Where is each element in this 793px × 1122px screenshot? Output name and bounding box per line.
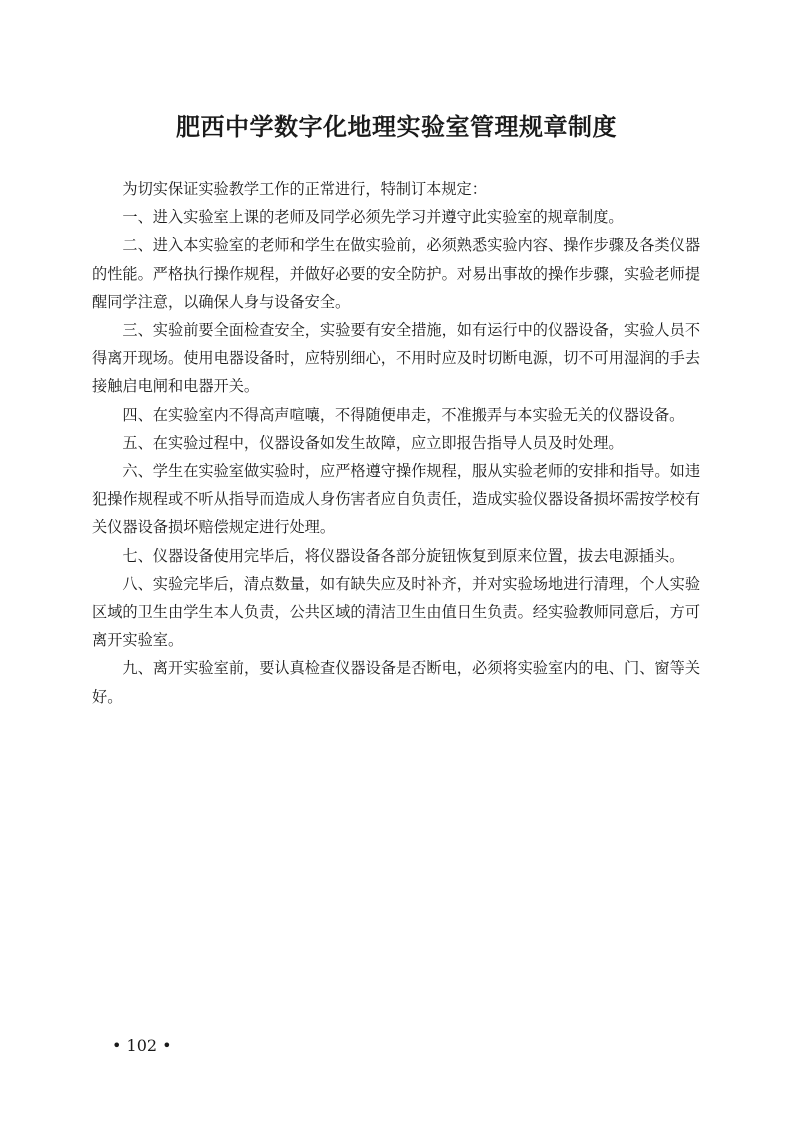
page-number: • 102 •: [112, 1036, 172, 1055]
paragraph-rule-4: 四、在实验室内不得高声喧嚷，不得随便串走，不准搬弄与本实验无关的仪器设备。: [122, 405, 685, 424]
paragraph-rule-1: 一、进入实验室上课的老师及同学必须先学习并遵守此实验室的规章制度。: [122, 208, 624, 227]
paragraph-intro: 为切实保证实验教学工作的正常进行，特制订本规定：: [122, 180, 487, 198]
paragraph-rule-2: 二、进入本实验室的老师和学生在做实验前，必须熟悉实验内容、操作步骤及各类仪器的性能。严格执行操作规程，并做好必要的安全防护。对易出事故的操作步骤，实验老师提醒同学注意，以确保人身与设备安全。: [92, 236, 700, 311]
paragraph-rule-8: 八、实验完毕后，清点数量，如有缺失应及时补齐，并对实验场地进行清理，个人实验区域的卫生由学生本人负责，公共区域的清洁卫生由值日生负责。经实验教师同意后，方可离开实验室。: [92, 574, 700, 650]
paragraph-rule-6: 六、学生在实验室做实验时，应严格遵守操作规程，服从实验老师的安排和指导。如违犯操作规程或不听从指导而造成人身伤害者应自负责任，造成实验仪器设备损坏需按学校有关仪器设备损坏赔偿规定进行处理。: [92, 462, 700, 537]
paragraph-rule-5: 五、在实验过程中，仪器设备如发生故障，应立即报告指导人员及时处理。: [122, 433, 624, 452]
document-body: [92, 175, 700, 711]
paragraph-rule-3: 三、实验前要全面检查安全，实验要有安全措施，如有运行中的仪器设备，实验人员不得离开现场。使用电器设备时，应特别细心，不用时应及时切断电源，切不可用湿润的手去接触启电闸和电器开关。: [92, 321, 700, 396]
document-title: 肥西中学数字化地理实验室管理规章制度: [176, 112, 617, 141]
paragraph-rule-7: 七、仪器设备使用完毕后，将仪器设备各部分旋钮恢复到原来位置，拔去电源插头。: [122, 546, 685, 565]
paragraph-rule-9: 九、离开实验室前，要认真检查仪器设备是否断电，必须将实验室内的电、门、窗等关好。: [92, 659, 700, 706]
